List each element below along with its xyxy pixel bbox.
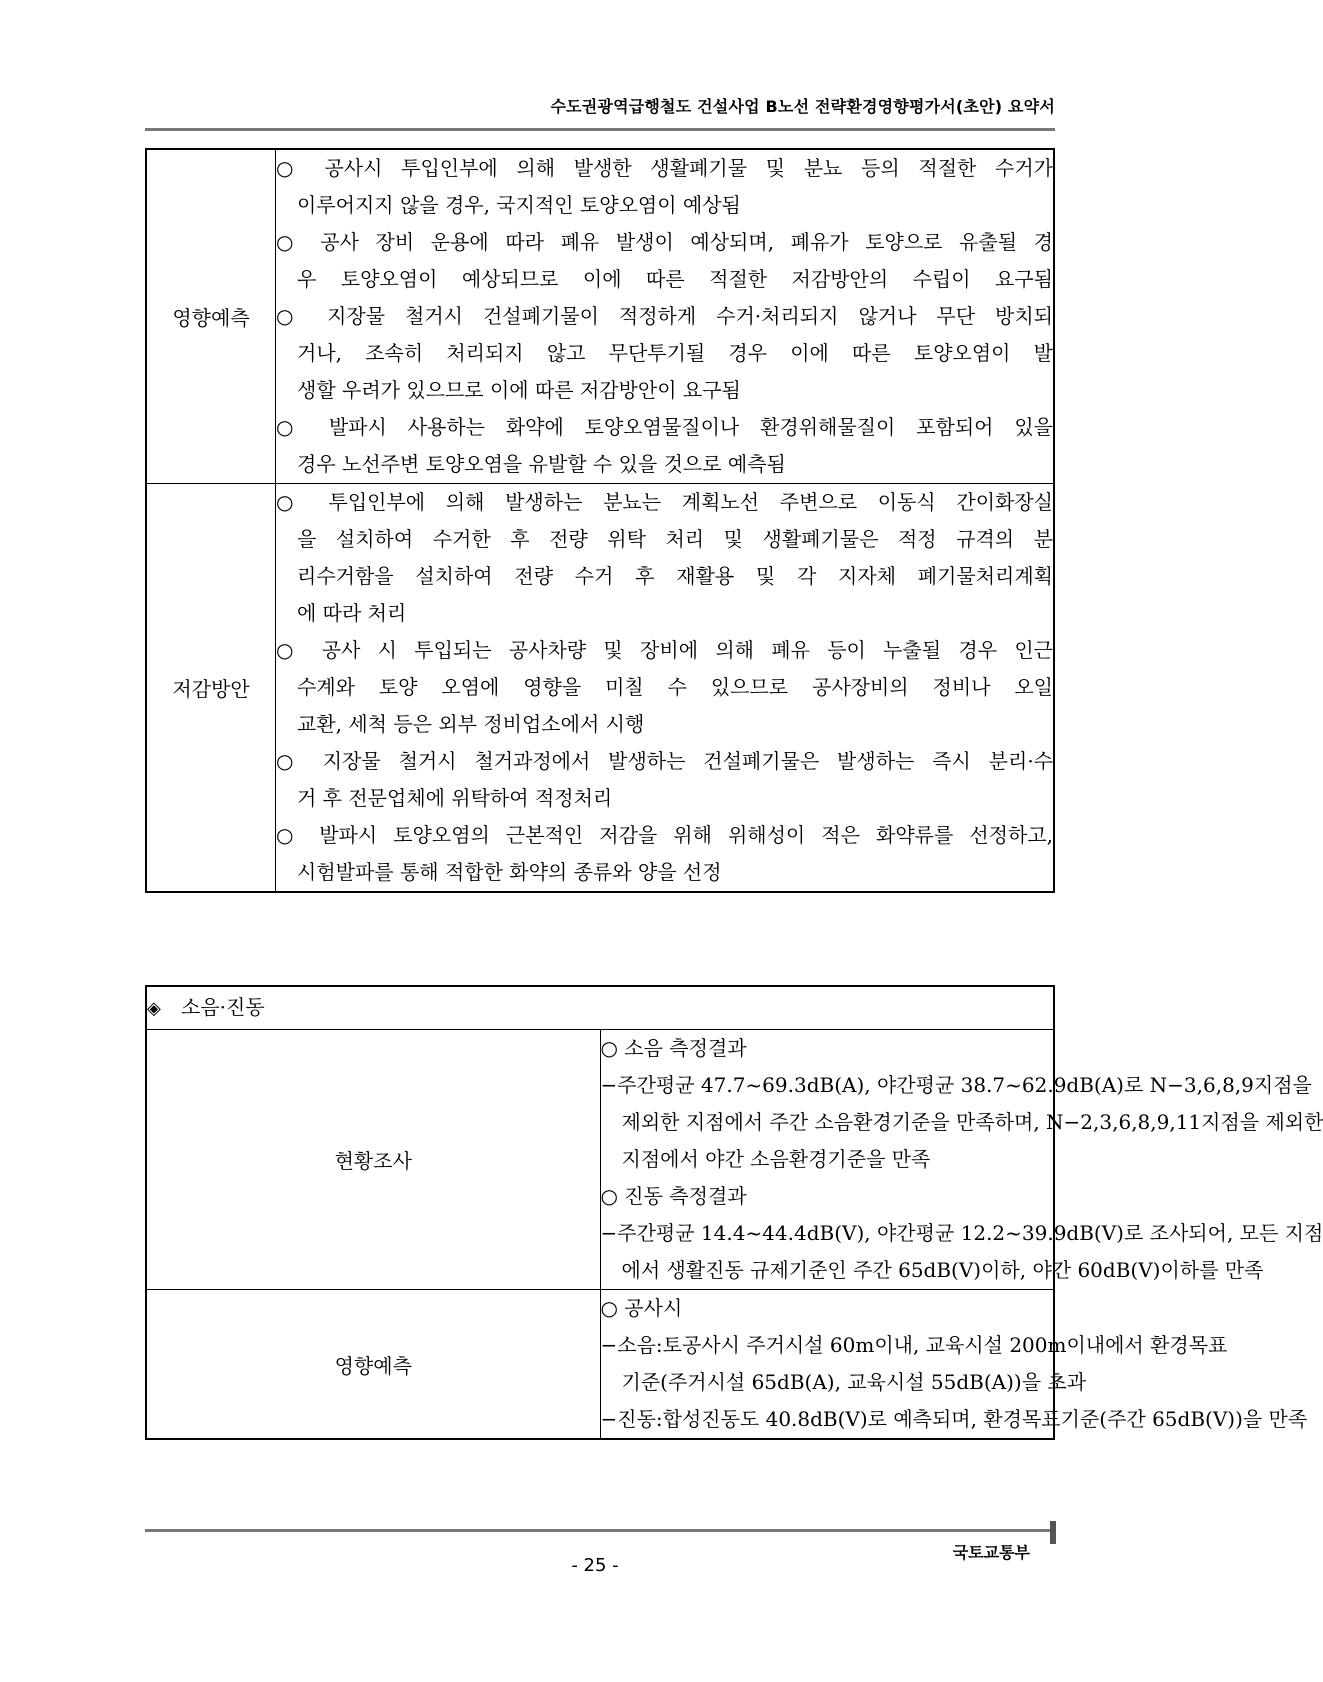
- text-line: ○ 공사시: [600, 1296, 683, 1320]
- footer-organization: 국토교통부: [952, 1543, 1030, 1562]
- page-number: - 25 -: [571, 1555, 619, 1576]
- text-line: −주간평균 47.7~69.3dB(A), 야간평균 38.7~62.9dB(A)로 N−3,6,8,9지점을: [600, 1073, 1312, 1097]
- row-label-survey: 현황조사: [146, 1030, 600, 1290]
- text-line: 수계와 토양 오염에 영향을 미칠 수 있으므로 공사장비의 정비나 오일: [297, 675, 1053, 699]
- footer-accent-bar: [1050, 1521, 1056, 1544]
- text-line: ○ 공사 시 투입되는 공사차량 및 장비에 의해 폐유 등이 누출될 경우 인근: [276, 638, 1053, 662]
- text-line: 생할 우려가 있으므로 이에 따른 저감방안이 요구됨: [297, 378, 741, 402]
- text-line: 이루어지지 않을 경우, 국지적인 토양오염이 예상됨: [297, 193, 741, 217]
- text-line: 지점에서 야간 소음환경기준을 만족: [621, 1147, 931, 1171]
- section-heading-text: 소음·진동: [181, 995, 265, 1019]
- text-line: 에 따라 처리: [297, 601, 407, 625]
- soil-mitigation-content: [276, 484, 1055, 893]
- row-label-mitigation: 저감방안: [146, 484, 276, 893]
- text-line: ○ 발파시 사용하는 화약에 토양오염물질이나 환경위해물질이 포함되어 있을: [276, 415, 1053, 439]
- text-line: 우 토양오염이 예상되므로 이에 따른 적절한 저감방안의 수립이 요구됨: [297, 267, 1053, 291]
- text-line: 을 설치하여 수거한 후 전량 위탁 처리 및 생활폐기물은 적정 규격의 분: [297, 527, 1053, 551]
- document-title: 수도권광역급행철도 건설사업 B노선 전략환경영향평가서(초안) 요약서: [550, 97, 1055, 116]
- noise-survey-content: [600, 1030, 1323, 1290]
- text-line: 거나, 조속히 처리되지 않고 무단투기될 경우 이에 따른 토양오염이 발: [297, 341, 1053, 365]
- text-line: 리수거함을 설치하여 전량 수거 후 재활용 및 각 지자체 폐기물처리계획: [297, 564, 1053, 588]
- header-divider: [145, 128, 1055, 131]
- footer-divider: [145, 1529, 1050, 1532]
- text-line: ○ 지장물 철거시 건설폐기물이 적정하게 수거·처리되지 않거나 무단 방치되: [276, 304, 1053, 328]
- text-line: ○ 투입인부에 의해 발생하는 분뇨는 계획노선 주변으로 이동식 간이화장실: [276, 490, 1053, 514]
- text-line: ○ 공사시 투입인부에 의해 발생한 생활폐기물 및 분뇨 등의 적절한 수거가: [276, 156, 1053, 180]
- soil-impact-row: [146, 149, 1054, 484]
- row-label-impact: 영향예측: [146, 1290, 600, 1440]
- soil-mitigation-row: [146, 484, 1054, 893]
- diamond-icon: ◈: [147, 998, 161, 1019]
- text-line: ○ 발파시 토양오염의 근본적인 저감을 위해 위해성이 적은 화약류를 선정하고,: [276, 823, 1053, 847]
- noise-survey-row: [146, 1030, 1054, 1290]
- row-label-impact: 영향예측: [146, 149, 276, 484]
- text-line: ○ 공사 장비 운용에 따라 폐유 발생이 예상되며, 폐유가 토양으로 유출될 경: [276, 230, 1053, 254]
- text-line: −진동:합성진동도 40.8dB(V)로 예측되며, 환경목표기준(주간 65dB(V))을 만족: [600, 1407, 1308, 1431]
- text-line: 거 후 전문업체에 위탁하여 적정처리: [297, 786, 613, 810]
- text-line: −소음:토공사시 주거시설 60m이내, 교육시설 200m이내에서 환경목표: [600, 1333, 1228, 1357]
- noise-heading-row: [146, 986, 1054, 1030]
- text-line: −주간평균 14.4~44.4dB(V), 야간평균 12.2~39.9dB(V)로 조사되어, 모든 지점: [600, 1221, 1323, 1245]
- soil-impact-content: [276, 149, 1055, 484]
- text-line: 제외한 지점에서 주간 소음환경기준을 만족하며, N−2,3,6,8,9,11지점을 제외한: [621, 1110, 1323, 1134]
- text-line: ○ 지장물 철거시 철거과정에서 발생하는 건설폐기물은 발생하는 즉시 분리·수: [276, 749, 1053, 773]
- noise-vibration-table: [145, 985, 1323, 1440]
- text-line: 시험발파를 통해 적합한 화약의 종류와 양을 선정: [297, 860, 722, 884]
- text-line: ○ 진동 측정결과: [600, 1184, 747, 1208]
- noise-impact-row: [146, 1290, 1054, 1440]
- text-line: 교환, 세척 등은 외부 정비업소에서 시행: [297, 712, 645, 736]
- text-line: 기준(주거시설 65dB(A), 교육시설 55dB(A))을 초과: [621, 1370, 1087, 1394]
- section-heading: [146, 986, 1054, 1030]
- noise-impact-content: [600, 1290, 1308, 1440]
- text-line: ○ 소음 측정결과: [600, 1036, 747, 1060]
- text-line: 경우 노선주변 토양오염을 유발할 수 있을 것으로 예측됨: [297, 452, 786, 476]
- soil-table: [145, 148, 1055, 893]
- text-line: 에서 생활진동 규제기준인 주간 65dB(V)이하, 야간 60dB(V)이하를 만족: [621, 1258, 1264, 1282]
